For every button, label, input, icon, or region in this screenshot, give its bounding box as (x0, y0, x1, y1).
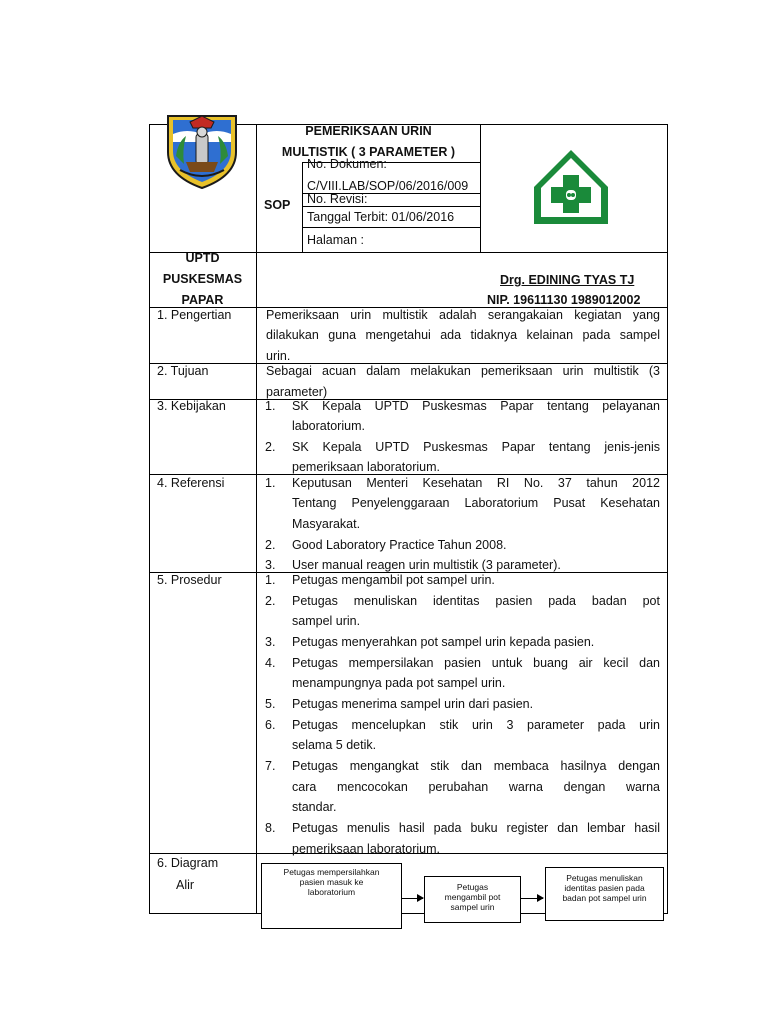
kebijakan-line: laboratorium. (292, 419, 365, 433)
flow-box-line: sampel urin (450, 902, 495, 912)
pengertian-line: Pemeriksaan urin multistik adalah serangakaian kegiatan yang (266, 308, 660, 322)
rule-left (149, 124, 150, 914)
regency-logo-icon (162, 112, 242, 190)
referensi-num: 3. (265, 558, 276, 572)
prosedur-line: pemeriksaan laboratorium. (292, 842, 440, 856)
revision-label: No. Revisi: (307, 192, 368, 206)
flow-box-line: pasien masuk ke (299, 877, 364, 887)
doc-title-line1: PEMERIKSAAN URIN (305, 124, 432, 138)
section-label-referensi: 4. Referensi (157, 476, 225, 490)
rule-right (667, 124, 668, 914)
org-line1: UPTD (185, 251, 220, 265)
flow-box-line: laboratorium (307, 887, 356, 897)
prosedur-num: 8. (265, 821, 276, 835)
prosedur-num: 4. (265, 656, 276, 670)
kebijakan-line: SK Kepala UPTD Puskesmas Papar tentang jenis-jenis (292, 440, 660, 454)
signatory-name: Drg. EDINING TYAS TJ (500, 273, 635, 287)
sop-document (149, 124, 668, 914)
sop-label: SOP (264, 198, 291, 212)
flow-box-step3 (545, 867, 664, 921)
prosedur-num: 7. (265, 759, 276, 773)
kebijakan-line: SK Kepala UPTD Puskesmas Papar tentang pelayanan (292, 399, 660, 413)
signatory-nip: NIP. 19611130 1989012002 (487, 293, 641, 307)
kebijakan-num: 1. (265, 399, 276, 413)
prosedur-line: Petugas menuliskan identitas pasien pada badan pot (292, 594, 660, 608)
prosedur-line: cara mencocokan perubahan warna dengan warna (292, 780, 660, 794)
issue-date: Tanggal Terbit: 01/06/2016 (307, 210, 455, 224)
tujuan-line: Sebagai acuan dalam melakukan pemeriksaan urin multistik (3 (266, 364, 660, 378)
rule-sop-right (302, 162, 303, 252)
flow-arrow-2 (521, 898, 543, 899)
prosedur-line: Petugas mengangkat stik dan membaca hasilnya dengan (292, 759, 660, 773)
section-label-prosedur: 5. Prosedur (157, 573, 222, 587)
doc-title-line2: MULTISTIK ( 3 PARAMETER ) (281, 145, 456, 159)
rule-title-right (480, 124, 481, 252)
pengertian-line: urin. (266, 349, 291, 363)
kebijakan-line: pemeriksaan laboratorium. (292, 460, 440, 474)
prosedur-line: standar. (292, 800, 337, 814)
prosedur-line: Petugas menyerahkan pot sampel urin kepada pasien. (292, 635, 595, 649)
org-line3: PAPAR (181, 293, 224, 307)
referensi-line: Masyarakat. (292, 517, 361, 531)
referensi-line: Tentang Penyelenggaraan Laboratorium Pusat Kesehatan (292, 496, 660, 510)
prosedur-line: Petugas mencelupkan stik urin 3 parameter pada urin (292, 718, 660, 732)
rule-label-col (256, 124, 257, 914)
prosedur-num: 5. (265, 697, 276, 711)
kebijakan-num: 2. (265, 440, 276, 454)
section-label-diagram-alir: Alir (176, 878, 195, 892)
flow-box-line: Petugas (456, 882, 489, 892)
flow-box-step2 (424, 876, 521, 923)
flow-box-line: badan pot sampel urin (562, 893, 647, 903)
prosedur-line: selama 5 detik. (292, 738, 377, 752)
flow-box-step1 (261, 863, 402, 929)
page-label: Halaman : (307, 233, 364, 247)
referensi-line: User manual reagen urin multistik (3 parameter). (292, 558, 561, 572)
flow-box-line: identitas pasien pada (564, 883, 645, 893)
section-label-kebijakan: 3. Kebijakan (157, 399, 226, 413)
prosedur-num: 6. (265, 718, 276, 732)
section-label-diagram: 6. Diagram (157, 856, 219, 870)
prosedur-line: Petugas mengambil pot sampel urin. (292, 573, 495, 587)
section-label-tujuan: 2. Tujuan (157, 364, 209, 378)
prosedur-line: Petugas menerima sampel urin dari pasien. (292, 697, 534, 711)
pengertian-line: dilakukan guna mengetahui ada tidaknya kelainan pada sampel (266, 328, 660, 342)
flow-box-line: Petugas mempersilahkan (283, 867, 380, 877)
prosedur-num: 3. (265, 635, 276, 649)
referensi-line: Good Laboratory Practice Tahun 2008. (292, 538, 507, 552)
prosedur-num: 2. (265, 594, 276, 608)
prosedur-line: sampel urin. (292, 614, 361, 628)
puskesmas-logo-icon (531, 147, 611, 227)
doc-number-label: No. Dokumen: (307, 157, 387, 171)
prosedur-num: 1. (265, 573, 276, 587)
rule-tanggal (302, 227, 480, 228)
doc-number-value: C/VIII.LAB/SOP/06/2016/009 (307, 179, 469, 193)
flow-box-line: mengambil pot (444, 892, 501, 902)
section-label-pengertian: 1. Pengertian (157, 308, 232, 322)
referensi-line: Keputusan Menteri Kesehatan RI No. 37 tahun 2012 (292, 476, 660, 490)
flow-box-line: Petugas menuliskan (566, 873, 643, 883)
prosedur-line: Petugas mempersilakan pasien untuk buang air kecil dan (292, 656, 660, 670)
org-line2: PUSKESMAS (162, 272, 243, 286)
referensi-num: 1. (265, 476, 276, 490)
referensi-num: 2. (265, 538, 276, 552)
prosedur-line: Petugas menulis hasil pada buku register dan lembar hasil (292, 821, 660, 835)
tujuan-line: parameter) (266, 385, 328, 399)
flow-arrow-1 (402, 898, 423, 899)
prosedur-line: menampungnya pada pot sampel urin. (292, 676, 506, 690)
